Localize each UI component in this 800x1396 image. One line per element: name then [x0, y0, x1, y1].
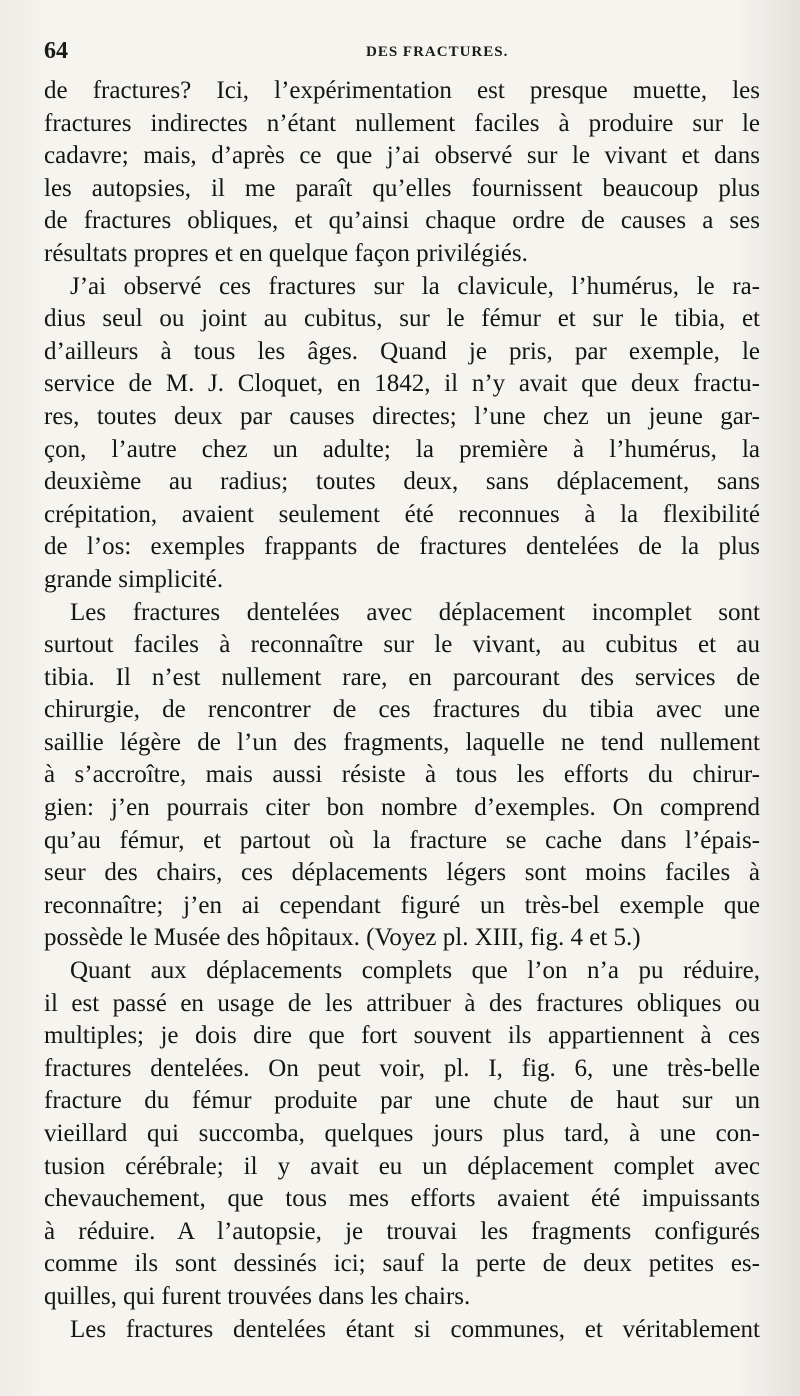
text-line: Quant aux déplacements complets que l’on n’a pu réduire,	[70, 957, 760, 985]
text-line: de fractures? Ici, l’expérimentation est presque muette, les	[44, 77, 760, 104]
text-line: quilles, qui furent trouvées dans les chairs.	[44, 1282, 471, 1310]
text-line: grande simplicité.	[44, 565, 224, 593]
text-line: service de M. J. Cloquet, en 1842, il n’y avait que deux fractu-	[44, 370, 760, 398]
page-header	[44, 38, 764, 68]
text-line: tibia. Il n’est nullement rare, en parcourant des services de	[44, 663, 760, 691]
text-line: multiples; je dois dire que fort souvent ils appartiennent à ces	[44, 1022, 760, 1050]
text-line: dius seul ou joint au cubitus, sur le fémur et sur le tibia, et	[44, 305, 760, 333]
text-line: d’ailleurs à tous les âges. Quand je pris, par exemple, le	[44, 337, 760, 365]
text-line: tusion cérébrale; il y avait eu un déplacement complet avec	[44, 1152, 760, 1180]
page-number: 64	[44, 38, 68, 64]
text-line: seur des chairs, ces déplacements légers sont moins faciles à	[44, 859, 760, 887]
text-line: Les fractures dentelées étant si communes, et véritablement	[70, 1315, 760, 1343]
text-line: à réduire. A l’autopsie, je trouvai les fragments configurés	[44, 1217, 760, 1245]
text-line: res, toutes deux par causes directes; l’une chez un jeune gar-	[44, 402, 760, 430]
text-line: résultats propres et en quelque façon privilégiés.	[44, 239, 528, 267]
text-line: crépitation, avaient seulement été reconnues à la flexibilité	[44, 500, 760, 528]
text-line: fractures indirectes n’étant nullement faciles à produire sur le	[44, 109, 760, 137]
text-line: de l’os: exemples frappants de fractures dentelées de la plus	[44, 533, 760, 561]
paragraph	[44, 955, 760, 1314]
body-text	[44, 75, 760, 1346]
text-line: saillie légère de l’un des fragments, laquelle ne tend nullement	[44, 728, 760, 756]
paragraph	[44, 75, 760, 271]
text-line: vieillard qui succomba, quelques jours plus tard, à une con-	[44, 1120, 760, 1147]
text-line: comme ils sont dessinés ici; sauf la perte de deux petites es-	[44, 1250, 760, 1278]
text-line: possède le Musée des hôpitaux. (Voyez pl. XIII, fig. 4 et 5.)	[44, 924, 641, 952]
text-line: de fractures obliques, et qu’ainsi chaque ordre de causes a ses	[44, 207, 760, 235]
text-line: gien: j’en pourrais citer bon nombre d’exemples. On comprend	[44, 794, 760, 822]
running-head: DES FRACTURES.	[366, 44, 509, 60]
text-line: surtout faciles à reconnaître sur le vivant, au cubitus et au	[44, 631, 760, 659]
paragraph	[44, 1314, 760, 1347]
text-line: chevauchement, que tous mes efforts avaient été impuissants	[44, 1185, 760, 1213]
paragraph	[44, 271, 760, 597]
paragraph	[44, 597, 760, 956]
text-line: deuxième au radius; toutes deux, sans déplacement, sans	[44, 468, 760, 496]
text-line: fracture du fémur produite par une chute de haut sur un	[44, 1087, 760, 1115]
text-line: il est passé en usage de les attribuer à des fractures obliques ou	[44, 989, 760, 1017]
text-line: Les fractures dentelées avec déplacement incomplet sont	[70, 598, 760, 626]
text-line: fractures dentelées. On peut voir, pl. I, fig. 6, une très-belle	[44, 1054, 760, 1082]
text-line: qu’au fémur, et partout où la fracture se cache dans l’épais-	[44, 826, 760, 854]
text-line: chirurgie, de rencontrer de ces fractures du tibia avec une	[44, 696, 760, 724]
text-line: reconnaître; j’en ai cependant figuré un très-bel exemple que	[44, 891, 760, 919]
text-line: çon, l’autre chez un adulte; la première à l’humérus, la	[44, 435, 760, 463]
text-line: à s’accroître, mais aussi résiste à tous les efforts du chirur-	[44, 761, 760, 789]
text-line: J’ai observé ces fractures sur la clavicule, l’humérus, le ra-	[70, 272, 760, 300]
text-line: les autopsies, il me paraît qu’elles fournissent beaucoup plus	[44, 174, 760, 202]
text-line: cadavre; mais, d’après ce que j’ai observé sur le vivant et dans	[44, 142, 760, 170]
